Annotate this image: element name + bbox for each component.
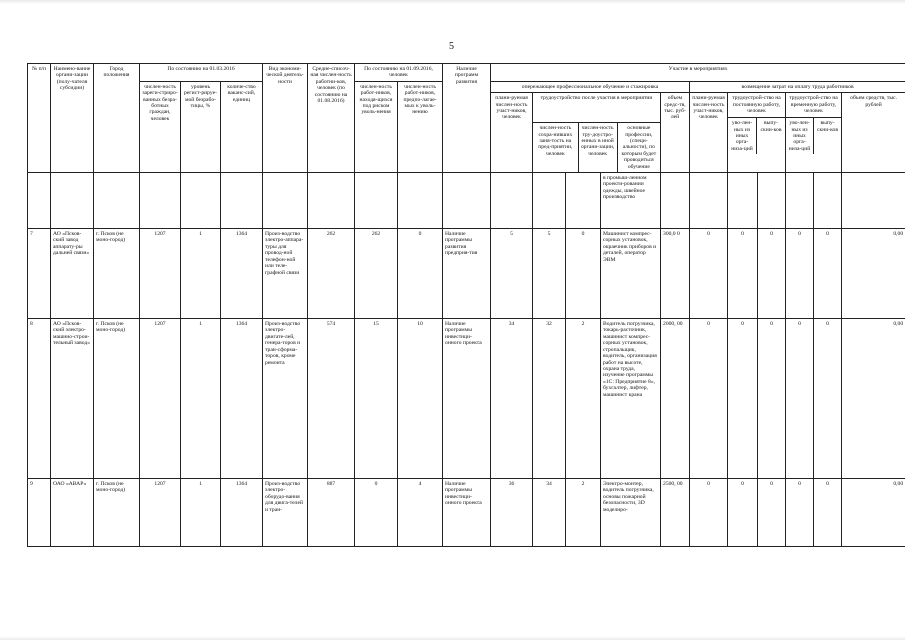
cell-c-funds: 0,00 [842, 319, 905, 479]
cell-level: 1 [181, 479, 221, 547]
header-participation: Участие в мероприятиях [491, 64, 905, 82]
cell-c-temp-dismissed: 0 [786, 319, 814, 479]
cell-dismissal: 4 [398, 479, 443, 547]
cell-c-perm-grad: 0 [758, 319, 786, 479]
header-org-name: Наимено-вание органи-зации (полу-чателя субсидии) [51, 64, 94, 173]
cell-retained: 5 [533, 229, 566, 319]
cell-city: г. Псков (не моно-город) [94, 479, 140, 547]
header-programs: Наличие программ развития [443, 64, 491, 173]
cell-level: 1 [181, 319, 221, 479]
header-at-risk: числен-ность работ-ников, находя-щихся под риском уволь-нения [355, 81, 398, 172]
header-funds: объем средс-тв, тыс. руб-лей [661, 93, 690, 173]
cell-professions: Водитель погрузчика, токарь-расточник, машинист компрес-сорных установок, стропальщик, водитель, организация работ на высоте, охрана труда, изучение программы «1С: Предприятие 8», бухгалтер, лифтер, машинист крана [601, 319, 661, 479]
table-row [28, 319, 905, 479]
header-unemployment-level: уровень регист-рируе-мой безрабо-тицы, % [181, 81, 221, 172]
header-vacancies: количе-ство ваканс-сий, единиц [221, 81, 263, 172]
header-compensation: возмещение затрат на оплату труда работников [690, 81, 905, 92]
header-employment-after: трудоустройство после участия в мероприятии [533, 93, 660, 123]
cell-c-temp-grad: 0 [814, 229, 842, 319]
cell-at-risk: 262 [355, 229, 398, 319]
cell-num: 8 [28, 319, 51, 479]
header-permanent-group [728, 93, 786, 173]
cell-c-temp-dismissed: 0 [786, 479, 814, 547]
header-temporary-group [786, 93, 842, 173]
cell-c-planned: 0 [690, 229, 728, 319]
participation-table [27, 63, 905, 547]
scan-edge-bottom [0, 636, 905, 640]
cell-vacancies: 1364 [221, 229, 263, 319]
header-activity: Вид экономи-ческой деятель-ности [263, 64, 308, 173]
cell-num: 9 [28, 479, 51, 547]
cell-registered: 1207 [140, 229, 181, 319]
cell-num: 7 [28, 229, 51, 319]
header-state-date-2: По состоянию на 01.09.2016, человек [355, 64, 443, 82]
cell-registered: 1207 [140, 479, 181, 547]
header-employed-other: числен-ность тру-доустро-енных в иной органи-зации, человек [579, 123, 618, 172]
cell-level: 1 [181, 229, 221, 319]
cell-headcount: 887 [308, 479, 355, 547]
header-registered-unemployed: числен-ность зареги-стриро-ванных безра-ботных граждан, человек [140, 81, 181, 172]
cell-headcount: 262 [308, 229, 355, 319]
header-graduates-2: выпу-скни-ков [817, 120, 838, 133]
cell-c-temp-grad: 0 [814, 319, 842, 479]
cell-employed-other: 2 [566, 319, 601, 479]
cell-org: АО «Псков-ский завод аппарату-ры дальней связи» [51, 229, 94, 319]
cell-funds: 2500, 00 [661, 479, 690, 547]
cell-at-risk: 0 [355, 479, 398, 547]
cell-professions: Электро-монтер, водитель погрузчика, основы пожарной безопасности, 3D моделиро- [601, 479, 661, 547]
cell-planned: 34 [491, 319, 533, 479]
header-funds-2: объем средств, тыс. рублей [842, 93, 905, 173]
cell-c-planned: 0 [690, 479, 728, 547]
cell-programs: Наличие программы развития предприя-тия [443, 229, 491, 319]
header-city: Город положения [94, 64, 140, 173]
header-planned-count-2: плани-руемая числен-ность участ-ников, человек [690, 93, 728, 173]
header-training: опережающее профессиональное обучение и стажировка [491, 81, 690, 92]
header-dismissed-other: уво-лен-ных из иных орга-низа-ций [728, 118, 757, 154]
cell-activity: Произ-водство электро-двигате-лей, генера-торов и тран-сформа-торов, кроме ремонта [263, 319, 308, 479]
cell-c-perm-dismissed: 0 [728, 229, 758, 319]
cell-activity: Произ-водство электро-аппара-туры для провод-ной телефон-ной или теле-графной связи [263, 229, 308, 319]
header-permanent-work: трудоустрой-ство на постоянную работу, человек [728, 93, 785, 118]
cell-org: ОАО «АВАР» [51, 479, 94, 547]
table-row [28, 229, 905, 319]
header-employment-after-group [533, 93, 661, 173]
cell-registered: 1207 [140, 319, 181, 479]
cell-retained: 34 [533, 479, 566, 547]
cell-c-temp-dismissed: 0 [786, 229, 814, 319]
cell-professions: Машинист компрес-сорных установок, окраечник приборов и деталей, оператор ЭВМ [601, 229, 661, 319]
header-planned-count: плани-руемая числен-ность участ-ников, человек [491, 93, 533, 173]
cell-city: г. Псков (не моно-город) [94, 319, 140, 479]
header-temporary-work: трудоустрой-ство на временную работу, человек [786, 93, 841, 118]
cell-planned: 36 [491, 479, 533, 547]
table-row [28, 479, 905, 547]
header-planned-dismissal: числен-ность работ-ников, предпо-лагае-мых к уволь-нению [398, 81, 443, 172]
scan-edge-top [0, 0, 905, 4]
header-num: № п/п [28, 64, 51, 173]
table-row-continuation [28, 173, 905, 229]
cell-c-perm-grad: 0 [758, 229, 786, 319]
cell-vacancies: 1364 [221, 479, 263, 547]
header-professions: основные профессии, (специ-альности), по которым будет проводиться обучение [621, 125, 657, 170]
header-graduates: выпу-скни-ков [760, 120, 782, 133]
cell-c-temp-grad: 0 [814, 479, 842, 547]
header-retained: числен-ность сохра-нивших заня-тость на пред-приятии, человек [533, 123, 579, 172]
cell-at-risk: 15 [355, 319, 398, 479]
header-avg-headcount: Средне-списоч-ная числен-ность работни-ков, человек (по состоянию на 01.08.2016) [308, 64, 355, 173]
cell-planned: 5 [491, 229, 533, 319]
cell-funds: 2000, 00 [661, 319, 690, 479]
cell-c-perm-grad: 0 [758, 479, 786, 547]
cell-headcount: 574 [308, 319, 355, 479]
cell-funds: 300,0 0 [661, 229, 690, 319]
cell-org: АО «Псков-ский электро-машино-строи-тельный завод» [51, 319, 94, 479]
page-number: 5 [449, 41, 454, 52]
cell-programs: Наличие программы инвестици-онного проекта [443, 319, 491, 479]
cell-c-planned: 0 [690, 319, 728, 479]
cell-retained: 32 [533, 319, 566, 479]
header-dismissed-other-2: уво-лен-ных из иных орга-низа-ций [786, 118, 814, 154]
cell-employed-other: 2 [566, 479, 601, 547]
cell-activity: Произ-водство электро-оборудо-вания для двига-телей и тран- [263, 479, 308, 547]
cell-c-perm-dismissed: 0 [728, 479, 758, 547]
cell-c-funds: 0,00 [842, 229, 905, 319]
cell-city: г. Псков (не моно-город) [94, 229, 140, 319]
cell-c-funds: 0,00 [842, 479, 905, 547]
cell-c-perm-dismissed: 0 [728, 319, 758, 479]
cell-employed-other: 0 [566, 229, 601, 319]
header-state-date: По состоянию на 01.03.2016 [140, 64, 263, 82]
cell-vacancies: 1364 [221, 319, 263, 479]
cell-dismissal: 0 [398, 229, 443, 319]
cell-professions: в промыш-ленном проекти-ровании одежды, швейное производство [601, 173, 661, 229]
cell-programs: Наличие программы инвестици-онного проекта [443, 479, 491, 547]
cell-dismissal: 10 [398, 319, 443, 479]
